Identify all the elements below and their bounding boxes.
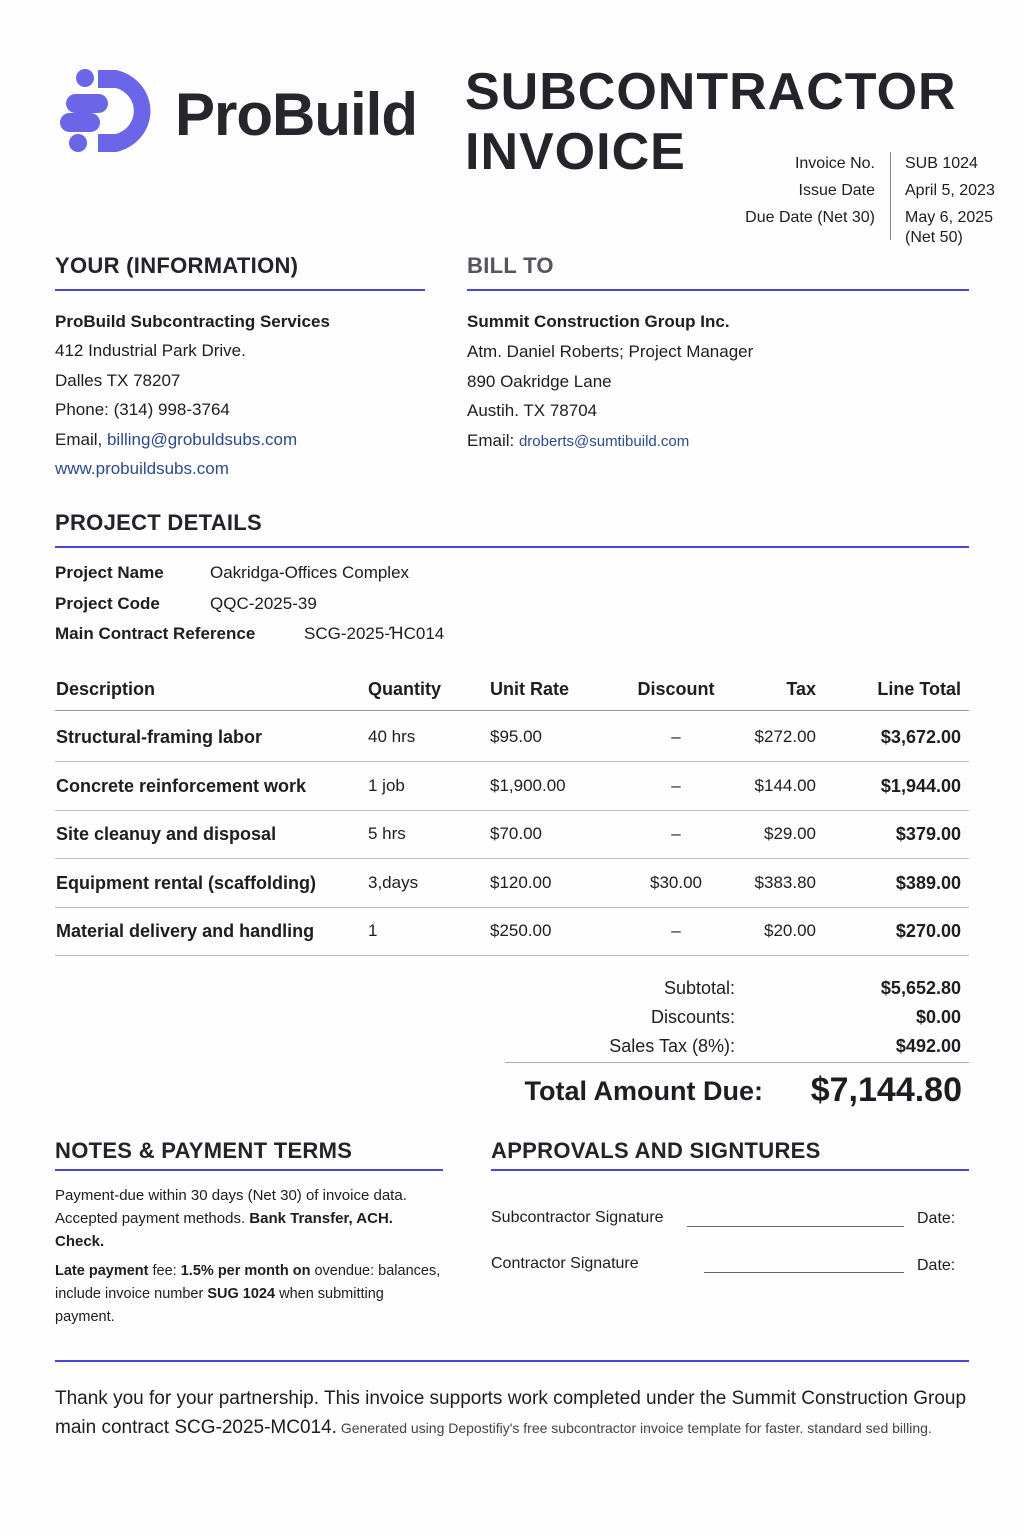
invoice-title-line2: INVOICE <box>465 123 686 181</box>
bill-to-company: Summit Construction Group Inc. <box>467 312 730 331</box>
footer-generated-note: Generated using Depostifiy's free subcontractor invoice template for faster. standard sed billing. <box>336 1420 932 1436</box>
row-separator <box>55 858 969 859</box>
meta-divider <box>890 152 891 240</box>
late-fee-text: ovendue: balances, include invoice number <box>55 1263 441 1302</box>
cell-discount: – <box>671 921 681 940</box>
cell-unit-rate: $1,900.00 <box>490 775 566 795</box>
cell-tax: $272.00 <box>754 727 816 746</box>
issue-date: April 5, 2023 <box>905 182 995 199</box>
col-header-tax: Tax <box>786 679 816 699</box>
totals-values <box>881 974 961 1061</box>
late-fee-label: Late payment <box>55 1263 149 1279</box>
totals-rule <box>505 1062 969 1063</box>
cell-discount: $30.00 <box>650 872 702 892</box>
subcontractor-signature-label: Subcontractor Signature <box>491 1209 664 1226</box>
cell-line-total: $3,672.00 <box>880 727 961 747</box>
payment-terms-text: Payment-due within 30 days (Net 30) of invoice data. Accepted payment methods. <box>55 1187 407 1227</box>
from-address1: 412 Industrial Park Drive. <box>55 341 246 361</box>
from-email-link[interactable]: billing@grobuldsubs.com <box>106 429 298 449</box>
logo-mark-icon <box>58 68 164 154</box>
total-due-label: Total Amount Due: <box>524 1076 763 1106</box>
cell-line-total: $1,944.00 <box>880 775 961 796</box>
late-fee-invoice-ref: SUG 1024 <box>207 1286 276 1302</box>
meta-label: Issue Date <box>798 182 875 199</box>
sales-tax-label: Sales Tax (8%): <box>609 1036 735 1056</box>
subtotal-label: Subtotal: <box>663 978 735 998</box>
late-fee-rate: 1.5% per month on <box>180 1263 311 1279</box>
col-header-description: Description <box>56 679 156 699</box>
project-label: Project Code <box>55 594 160 613</box>
payment-methods: Bank Transfer, ACH. Check. <box>55 1210 393 1250</box>
approvals-rule <box>491 1169 969 1171</box>
cell-quantity: 40 hrs <box>368 727 416 746</box>
cell-description: Site cleanuy and disposal <box>56 824 277 844</box>
brand-name: ProBuild <box>175 81 417 148</box>
cell-description: Structural-framing labor <box>56 727 263 747</box>
from-rule <box>55 289 425 291</box>
cell-discount: – <box>671 775 681 795</box>
cell-line-total: $389.00 <box>895 872 961 893</box>
cell-unit-rate: $70.00 <box>490 824 542 843</box>
col-header-line-total: Line Total <box>877 679 961 699</box>
subtotal-value: $5,652.80 <box>880 978 961 998</box>
meta-label: Due Date (Net 30) <box>745 209 875 226</box>
row-separator <box>55 810 969 811</box>
from-company: ProBuild Subcontracting Services <box>55 312 330 331</box>
invoice-title-line1: SUBCONTRACTOR <box>465 63 957 121</box>
totals-labels <box>609 974 735 1061</box>
from-heading: YOUR (INFORMATION) <box>55 253 299 278</box>
late-fee-text: when submitting payment. <box>55 1286 384 1325</box>
meta-label: Invoice No. <box>794 155 875 172</box>
due-date: May 6, 2025 <box>905 209 994 226</box>
discounts-value: $0.00 <box>915 1007 961 1027</box>
bill-to-email-link[interactable]: droberts@sumtibuild.com <box>518 433 690 451</box>
bill-to-address1: 890 Oakridge Lane <box>467 371 612 391</box>
cell-description: Concrete reinforcement work <box>56 775 307 796</box>
sales-tax-value: $492.00 <box>895 1036 961 1056</box>
total-due-value: $7,144.80 <box>810 1071 962 1109</box>
footer-text <box>55 1384 985 1443</box>
contractor-signature-field[interactable] <box>704 1272 904 1273</box>
bill-to-address2: Austih. TX 78704 <box>467 401 598 421</box>
cell-line-total: $270.00 <box>895 921 961 941</box>
discounts-label: Discounts: <box>650 1007 735 1027</box>
cell-discount: – <box>671 727 681 746</box>
cell-discount: – <box>671 824 681 843</box>
project-name: Oakridga-Offices Complex <box>210 563 410 582</box>
project-rule <box>55 546 969 548</box>
cell-unit-rate: $250.00 <box>490 921 552 940</box>
invoice-meta-values <box>905 150 995 245</box>
footer-rule <box>55 1360 969 1362</box>
cell-description: Material delivery and handling <box>56 921 315 941</box>
notes-rule <box>55 1169 443 1171</box>
contractor-date-label: Date: <box>917 1257 956 1274</box>
late-fee-terms <box>55 1260 445 1329</box>
late-fee-text: fee: <box>148 1263 181 1279</box>
cell-quantity: 3,days <box>368 872 419 892</box>
bill-to-email-label: Email: <box>467 431 515 451</box>
cell-tax: $144.00 <box>754 775 816 795</box>
cell-line-total: $379.00 <box>895 824 961 844</box>
invoice-meta-labels <box>745 150 875 231</box>
cell-tax: $383.80 <box>754 872 816 892</box>
project-label: Project Name <box>55 563 164 582</box>
cell-quantity: 5 hrs <box>368 824 406 843</box>
from-website-link[interactable]: www.probuildsubs.com <box>55 459 229 479</box>
bill-to-attn: Atm. Daniel Roberts; Project Manager <box>467 341 754 361</box>
subcontractor-date-label: Date: <box>917 1210 956 1227</box>
from-email-label: Email, <box>55 429 103 449</box>
payment-terms <box>55 1184 445 1253</box>
footer-thanks: Thank you for your partnership. This invoice supports work completed under the Summit Construction Group main contract SCG-2025-MC014. <box>55 1388 967 1438</box>
bill-to-heading: BILL TO <box>467 253 554 278</box>
cell-tax: $29.00 <box>764 824 816 843</box>
notes-heading: NOTES & PAYMENT TERMS <box>55 1138 353 1163</box>
cell-unit-rate: $95.00 <box>490 727 542 746</box>
notes-text <box>55 1184 445 1329</box>
cell-tax: $20.00 <box>764 921 816 940</box>
col-header-unit-rate: Unit Rate <box>490 679 570 699</box>
contractor-signature-label: Contractor Signature <box>491 1255 639 1272</box>
table-header-rule <box>55 710 969 711</box>
project-code: QQC-2025-39 <box>210 594 317 613</box>
invoice-number: SUB 1024 <box>905 155 978 172</box>
approvals-heading: APPROVALS AND SIGNTURES <box>491 1138 821 1163</box>
project-label: Main Contract Reference <box>55 624 256 643</box>
col-header-discount: Discount <box>637 679 715 699</box>
from-address2: Dalles TX 78207 <box>55 370 181 390</box>
cell-description: Equipment rental (scaffolding) <box>56 872 317 893</box>
row-separator <box>55 761 969 762</box>
row-separator <box>55 955 969 956</box>
logo <box>58 68 164 159</box>
col-header-quantity: Quantity <box>368 679 442 699</box>
project-heading: PROJECT DETAILS <box>55 510 263 535</box>
cell-quantity: 1 <box>368 921 378 940</box>
from-block <box>55 307 330 483</box>
from-phone: Phone: (314) 998-3764 <box>55 400 230 420</box>
cell-unit-rate: $120.00 <box>490 872 552 892</box>
row-separator <box>55 907 969 908</box>
bill-to-block <box>467 307 753 457</box>
due-date-note: (Net 50) <box>905 229 963 246</box>
subcontractor-signature-field[interactable] <box>687 1226 904 1227</box>
cell-quantity: 1 job <box>368 775 405 795</box>
main-contract-ref: SCG-2025-ꞪC014 <box>304 624 445 643</box>
bill-to-rule <box>467 289 969 291</box>
